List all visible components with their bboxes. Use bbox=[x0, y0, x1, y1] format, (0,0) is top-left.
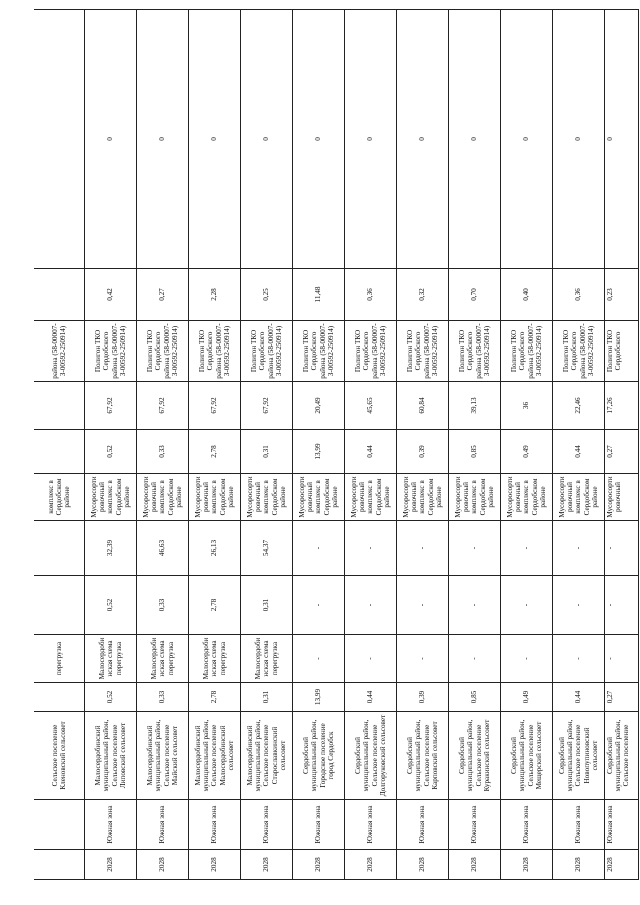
cell-last: 0 bbox=[345, 10, 397, 269]
cell-scheme: - bbox=[397, 635, 449, 683]
cell-volume: 0,44 bbox=[345, 683, 397, 712]
cell-distance2: 67,92 bbox=[137, 382, 189, 430]
cell-scheme: Малосердобинская схема перегрузка bbox=[85, 635, 137, 683]
rotated-table-frame bbox=[34, 10, 631, 880]
cell-last bbox=[34, 10, 85, 269]
cell-zone: Южная зона bbox=[553, 800, 605, 850]
cell-object: Мусоросортировочный комплекс в Сердобском районе bbox=[345, 474, 397, 521]
cell-transfer-volume: - bbox=[397, 576, 449, 635]
cell-distance2: 20,49 bbox=[293, 382, 345, 430]
cell-volume: 0,85 bbox=[449, 683, 501, 712]
cell-region: Сердобский муниципальный район, Сельское поселение Мещерский сельсовет bbox=[501, 712, 553, 800]
cell-distance2: 36 bbox=[501, 382, 553, 430]
cell-year: 2028 bbox=[189, 850, 241, 880]
cell-landfill-volume: 0,23 bbox=[605, 269, 639, 321]
cell-year: 2028 bbox=[397, 850, 449, 880]
table-row bbox=[605, 10, 639, 880]
cell-object-volume: 0,52 bbox=[85, 430, 137, 474]
cell-object: Мусоросортировочный комплекс в Сердобском районе bbox=[449, 474, 501, 521]
cell-object-volume: 0,39 bbox=[397, 430, 449, 474]
cell-transfer-volume: - bbox=[501, 576, 553, 635]
cell-region: Сердобский муниципальный район, Сельское поселение Долгоруковский сельсовет bbox=[345, 712, 397, 800]
table-body bbox=[34, 10, 639, 880]
cell-year: 2028 bbox=[345, 850, 397, 880]
cell-scheme: - bbox=[553, 635, 605, 683]
cell-distance2: 67,92 bbox=[85, 382, 137, 430]
cell-volume: 0,31 bbox=[241, 683, 293, 712]
cell-landfill-volume: 0,27 bbox=[137, 269, 189, 321]
cell-zone: Южная зона bbox=[241, 800, 293, 850]
cell-scheme: - bbox=[345, 635, 397, 683]
cell-volume: 0,52 bbox=[85, 683, 137, 712]
cell-volume: 0,27 bbox=[605, 683, 639, 712]
cell-distance1: - bbox=[605, 521, 639, 576]
cell-transfer-volume: - bbox=[345, 576, 397, 635]
cell-distance1: - bbox=[397, 521, 449, 576]
cell-zone: Южная зона bbox=[501, 800, 553, 850]
cell-year: 2028 bbox=[85, 850, 137, 880]
cell-last: 0 bbox=[449, 10, 501, 269]
cell-object: Мусоросортировочный комплекс в Сердобском районе bbox=[241, 474, 293, 521]
waste-flow-table bbox=[34, 9, 639, 880]
cell-object: Мусоросортировочный комплекс в Сердобском районе bbox=[397, 474, 449, 521]
table-row bbox=[137, 10, 189, 880]
cell-last: 0 bbox=[501, 10, 553, 269]
cell-volume: 0,44 bbox=[553, 683, 605, 712]
cell-scheme: перегрузка bbox=[34, 635, 85, 683]
table-row-continuation bbox=[34, 10, 85, 880]
cell-region: Сердобский муниципальный район, Сельское поселение Новопупиновский сельсовет bbox=[553, 712, 605, 800]
cell-zone: Южная зона bbox=[85, 800, 137, 850]
cell-distance2: 60,84 bbox=[397, 382, 449, 430]
cell-distance1: - bbox=[449, 521, 501, 576]
cell-object: Мусоросортировочный комплекс в Сердобском районе bbox=[501, 474, 553, 521]
cell-scheme: Малосердобинская схема перегрузка bbox=[189, 635, 241, 683]
table-row bbox=[345, 10, 397, 880]
cell-landfill: Полигон ТКО Сердобского района (58-00007-З-00592-250914) bbox=[241, 321, 293, 382]
cell-volume: 2,78 bbox=[189, 683, 241, 712]
cell-landfill: Полигон ТКО Сердобского района (58-00007-З-00592-250914) bbox=[449, 321, 501, 382]
cell-landfill-volume: 0,40 bbox=[501, 269, 553, 321]
cell-distance1: 26,13 bbox=[189, 521, 241, 576]
cell-transfer-volume: - bbox=[449, 576, 501, 635]
table-row bbox=[241, 10, 293, 880]
cell-last: 0 bbox=[397, 10, 449, 269]
cell-year: 2028 bbox=[605, 850, 639, 880]
cell-zone: Южная зона bbox=[449, 800, 501, 850]
cell-landfill-volume: 0,32 bbox=[397, 269, 449, 321]
table-row bbox=[449, 10, 501, 880]
cell-zone bbox=[34, 800, 85, 850]
cell-distance2: 22,46 bbox=[553, 382, 605, 430]
cell-object-volume: 0,44 bbox=[553, 430, 605, 474]
cell-distance1: - bbox=[293, 521, 345, 576]
cell-landfill-volume: 0,70 bbox=[449, 269, 501, 321]
cell-distance1: 46,63 bbox=[137, 521, 189, 576]
cell-object: Мусоросортировочный комплекс в Сердобском районе bbox=[137, 474, 189, 521]
cell-volume bbox=[34, 683, 85, 712]
table-row bbox=[293, 10, 345, 880]
cell-landfill-volume bbox=[34, 269, 85, 321]
cell-zone: Южная зона bbox=[605, 800, 639, 850]
cell-distance1: - bbox=[345, 521, 397, 576]
cell-region: Сердобский муниципальный район, Городское поселение город Сердобск bbox=[293, 712, 345, 800]
cell-volume: 13,99 bbox=[293, 683, 345, 712]
cell-distance1: 32,39 bbox=[85, 521, 137, 576]
cell-object: Мусоросортировочный комплекс в Сердобском районе bbox=[553, 474, 605, 521]
cell-object-volume: 0,27 bbox=[605, 430, 639, 474]
cell-landfill: Полигон ТКО Сердобского района (58-00007-З-00592-250914) bbox=[293, 321, 345, 382]
cell-zone: Южная зона bbox=[293, 800, 345, 850]
cell-distance2: 67,92 bbox=[241, 382, 293, 430]
cell-zone: Южная зона bbox=[345, 800, 397, 850]
cell-transfer-volume: 0,33 bbox=[137, 576, 189, 635]
cell-distance2: 67,92 bbox=[189, 382, 241, 430]
cell-last: 0 bbox=[293, 10, 345, 269]
cell-object: комплекс в Сердобском районе bbox=[34, 474, 85, 521]
cell-landfill-volume: 0,25 bbox=[241, 269, 293, 321]
cell-landfill: Полигон ТКО Сердобского района (58-00007-З-00592-250914) bbox=[137, 321, 189, 382]
cell-last: 0 bbox=[189, 10, 241, 269]
cell-object-volume: 0,31 bbox=[241, 430, 293, 474]
cell-year: 2028 bbox=[501, 850, 553, 880]
cell-landfill-volume: 2,28 bbox=[189, 269, 241, 321]
cell-year: 2028 bbox=[137, 850, 189, 880]
cell-transfer-volume: 2,78 bbox=[189, 576, 241, 635]
cell-landfill: Полигон ТКО Сердобского bbox=[605, 321, 639, 382]
cell-distance1: - bbox=[553, 521, 605, 576]
cell-region: Сердобский муниципальный район, Сельское поселение Куракинский сельсовет bbox=[449, 712, 501, 800]
cell-year: 2028 bbox=[241, 850, 293, 880]
cell-volume: 0,33 bbox=[137, 683, 189, 712]
cell-region: Малосердобинский муниципальный район, Сельское поселение Майский сельсовет bbox=[137, 712, 189, 800]
cell-distance1 bbox=[34, 521, 85, 576]
cell-zone: Южная зона bbox=[397, 800, 449, 850]
cell-object: Мусоросортировочный комплекс в Сердобском районе bbox=[189, 474, 241, 521]
cell-scheme: - bbox=[605, 635, 639, 683]
cell-landfill: Полигон ТКО Сердобского района (58-00007-З-00592-250914) bbox=[345, 321, 397, 382]
cell-scheme: - bbox=[293, 635, 345, 683]
cell-transfer-volume: - bbox=[293, 576, 345, 635]
cell-object-volume: 13,99 bbox=[293, 430, 345, 474]
cell-transfer-volume: - bbox=[605, 576, 639, 635]
cell-scheme: - bbox=[449, 635, 501, 683]
cell-landfill-volume: 0,36 bbox=[345, 269, 397, 321]
cell-landfill: Полигон ТКО Сердобского района (58-00007-З-00592-250914) bbox=[501, 321, 553, 382]
cell-object: Мусоросортировочный комплекс в Сердобском районе bbox=[85, 474, 137, 521]
cell-object-volume bbox=[34, 430, 85, 474]
cell-year: 2028 bbox=[553, 850, 605, 880]
cell-region: Сельское поселение Кленовский сельсовет bbox=[34, 712, 85, 800]
cell-distance2 bbox=[34, 382, 85, 430]
cell-transfer-volume bbox=[34, 576, 85, 635]
cell-object: Мусоросортировочный bbox=[605, 474, 639, 521]
cell-region: Малосердобинский муниципальный район, Сельское поселение Малосердобинский сельсовет bbox=[189, 712, 241, 800]
table-row bbox=[85, 10, 137, 880]
cell-landfill: Полигон ТКО Сердобского района (58-00007-З-00592-250914) bbox=[397, 321, 449, 382]
cell-object-volume: 0,85 bbox=[449, 430, 501, 474]
cell-object: Мусоросортировочный комплекс в Сердобском районе bbox=[293, 474, 345, 521]
cell-object-volume: 0,33 bbox=[137, 430, 189, 474]
table-row bbox=[397, 10, 449, 880]
cell-scheme: Малосердобинская схема перегрузка bbox=[137, 635, 189, 683]
cell-distance1: - bbox=[501, 521, 553, 576]
cell-region: Сердобский муниципальный район, Сельское поселение Карповский сельсовет bbox=[397, 712, 449, 800]
table-row bbox=[553, 10, 605, 880]
cell-landfill: Полигон ТКО Сердобского района (58-00007-З-00592-250914) bbox=[85, 321, 137, 382]
cell-landfill: Полигон ТКО Сердобского района (58-00007-З-00592-250914) bbox=[553, 321, 605, 382]
cell-landfill-volume: 11,48 bbox=[293, 269, 345, 321]
cell-distance2: 17,26 bbox=[605, 382, 639, 430]
cell-region: Сердобский муниципальный район, Сельское поселение bbox=[605, 712, 639, 800]
cell-last: 0 bbox=[241, 10, 293, 269]
cell-zone: Южная зона bbox=[189, 800, 241, 850]
cell-distance2: 45,65 bbox=[345, 382, 397, 430]
cell-volume: 0,49 bbox=[501, 683, 553, 712]
cell-year bbox=[34, 850, 85, 880]
cell-year: 2028 bbox=[449, 850, 501, 880]
cell-landfill: Полигон ТКО Сердобского района (58-00007-З-00592-250914) bbox=[189, 321, 241, 382]
cell-landfill-volume: 0,36 bbox=[553, 269, 605, 321]
cell-transfer-volume: - bbox=[553, 576, 605, 635]
cell-scheme: - bbox=[501, 635, 553, 683]
cell-scheme: Малосердобинская схема перегрузка bbox=[241, 635, 293, 683]
cell-landfill-volume: 0,42 bbox=[85, 269, 137, 321]
cell-distance2: 39,13 bbox=[449, 382, 501, 430]
cell-transfer-volume: 0,31 bbox=[241, 576, 293, 635]
cell-object-volume: 2,78 bbox=[189, 430, 241, 474]
cell-zone: Южная зона bbox=[137, 800, 189, 850]
cell-distance1: 54,37 bbox=[241, 521, 293, 576]
cell-volume: 0,39 bbox=[397, 683, 449, 712]
cell-landfill: района (58-00007-З-00592-250914) bbox=[34, 321, 85, 382]
cell-year: 2028 bbox=[293, 850, 345, 880]
cell-last: 0 bbox=[553, 10, 605, 269]
cell-region: Малосердобинский муниципальный район, Сельское поселение Старославкинский сельсовет bbox=[241, 712, 293, 800]
table-row bbox=[189, 10, 241, 880]
table-row bbox=[501, 10, 553, 880]
cell-object-volume: 0,49 bbox=[501, 430, 553, 474]
cell-region: Малосердобинский муниципальный район, Сельское поселение Липовский сельсовет bbox=[85, 712, 137, 800]
cell-last: 0 bbox=[85, 10, 137, 269]
cell-object-volume: 0,44 bbox=[345, 430, 397, 474]
cell-last: 0 bbox=[137, 10, 189, 269]
cell-last: 0 bbox=[605, 10, 639, 269]
cell-transfer-volume: 0,52 bbox=[85, 576, 137, 635]
